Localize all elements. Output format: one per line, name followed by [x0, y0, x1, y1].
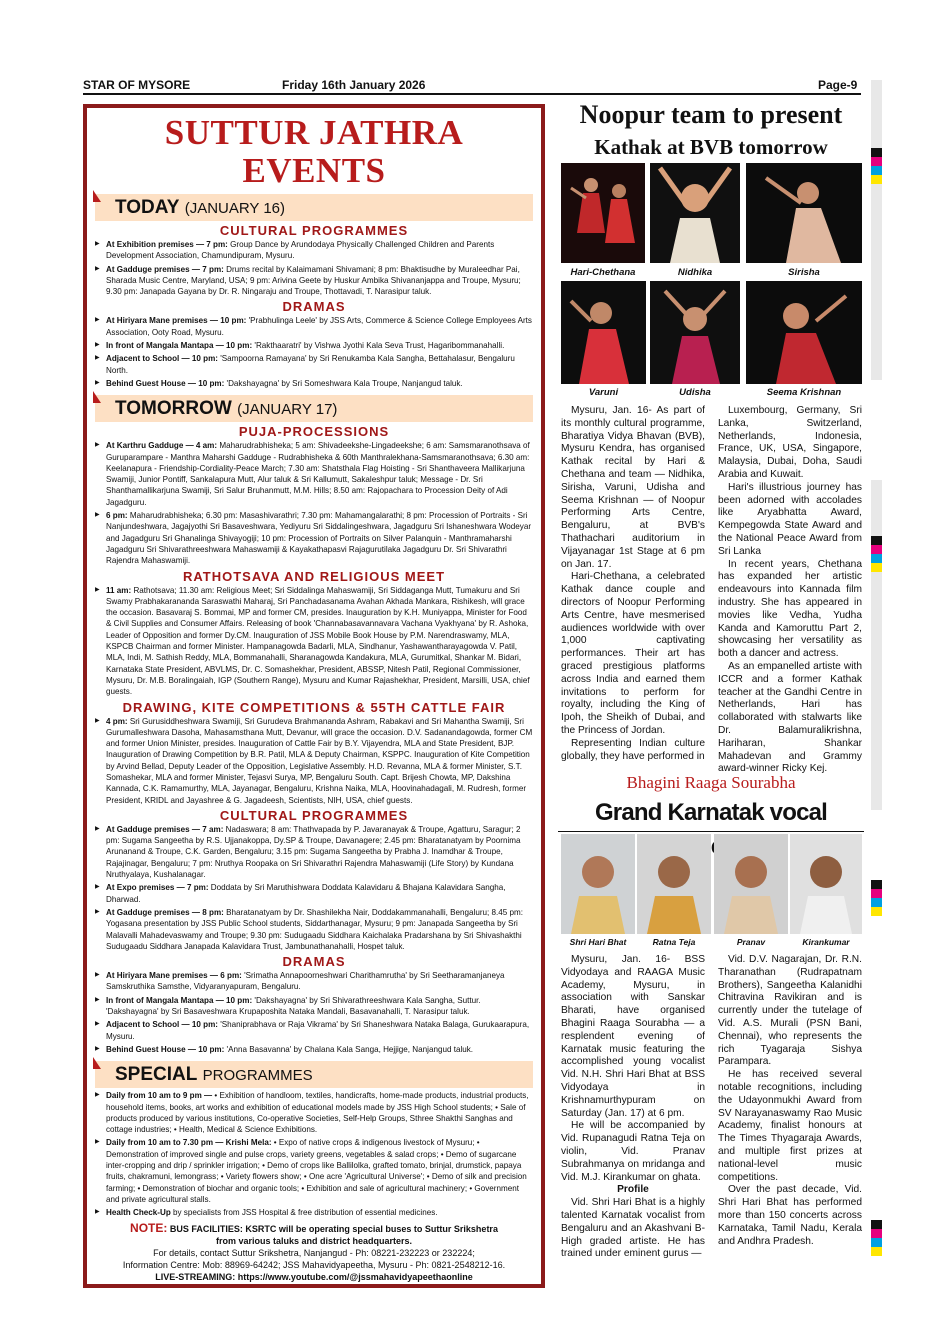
event-time: 6 pm:: [106, 511, 128, 521]
photo-shri-hari-bhat: [561, 834, 635, 934]
section-heading: DRAMAS: [282, 299, 346, 315]
tomorrow-label: TOMORROW: [115, 398, 232, 420]
today-label: TODAY: [115, 197, 180, 218]
caption: Varuni: [588, 387, 619, 398]
section-heading: CULTURAL PROGRAMMES: [219, 807, 409, 823]
livestream-link[interactable]: LIVE-STREAMING: https://www.youtube.com/@jssmahavidyapeethaonline: [155, 1272, 473, 1283]
event-item: [95, 239, 533, 262]
event-time: In front of Mangala Mantapa — 10 pm:: [106, 995, 253, 1005]
event-time: Daily from 10 am to 7.30 pm — Krishi Mela:: [106, 1138, 272, 1148]
event-item: [95, 353, 533, 376]
event-time: Adjacent to School — 10 pm:: [106, 1020, 218, 1030]
section-heading: DRAMAS: [282, 954, 346, 970]
issue-date: Friday 16th January 2026: [282, 78, 426, 92]
event-desc: 'Rakthaaratri' by Vishwa Jyothi Kala Seva Trust, Hagaribommanahalli.: [252, 341, 505, 351]
event-desc: Maharudrabhisheka; 5 am: Shivadeekshe-Lingadeekshe; 6 am: Samsmaranothsava of Guruparampare - Manthra Maharshi Gadduge - Rudrabhisheka & 60th Manthralekhana-Samsmaranothsava; 6.30 am: Keelanapura - Friendship-Cordiality-Peace March; 7.30 am: Shatsthala Flag Hoisting - Sri Shanthaveera Mallikarjuna Swamiji, Junior Pontiff, Sankalapura Mutt, Alur taluk & Sri Kallumutt, Sakaleshpur taluk; Message - Dr. Sri Shanthamallikarjuna Swamiji, Sri Salur Bruhanmutt, M.M. Hills; 8.50 am: Rajopachara to Procession Deity of Adi Jagadguru.: [106, 441, 530, 507]
event-time: Health Check-Up: [106, 1208, 171, 1218]
photo-varuni: [561, 281, 646, 384]
today-dramas-list: [95, 315, 533, 389]
special-band: [95, 1061, 533, 1088]
profile-text: Vid. Shri Hari Bhat is a highly talented Karnatak vocalist from Bengaluru and an Akashvani B-High graded artiste. He has trained under eminent gurus —: [561, 1197, 705, 1260]
event-time: At Expo premises — 7 pm:: [106, 883, 209, 893]
event-item: [95, 1137, 533, 1205]
event-item: [95, 1207, 533, 1218]
article-paragraph: Vid. D.V. Nagarajan, Dr. R.N. Tharanathan (Rudrapatnam Brothers), Sangeetha Kalanidhi Chitravina Ravikiran and is currently under the tutelage of Vid. A.S. Murali (PSN Bani, Chennai), who represents the rich Tyagaraja Sishya Parampara.: [718, 954, 862, 1068]
photo-kirankumar: [790, 834, 862, 934]
event-desc: Group Dance by Arundodaya Physically Challenged Children and Parents Development Association, Chamundipuram, Mysuru.: [106, 240, 495, 261]
profile-heading: Profile: [617, 1184, 649, 1196]
event-desc: Nadaswara; 8 am: Thathvapada by P. Javaranayak & Troupe, Agatturu, Saragur; 2 pm: Sugama Sangeetha by R.S. Ujjanakoppa, Dy.SP & Troupe, Davanagere; 2.45 pm: Bharatanatyam by Poornima Arunanand & Troupe, C.K. Garden, Bengaluru; 3.15 pm: Sugama Sangeetha by Prabha J. Inamdhar & Troupe, Rajajinagar, Bengaluru; 7 pm: Nruthya Roopaka on Sri Shivarathri Rajendra Mahaswamiji (Life Story) by Kundana Nruthyalaya, Kushalanagar.: [106, 824, 521, 880]
caption: Hari-Chethana: [570, 267, 636, 278]
event-desc: 'Srimatha Annapoorneshwari Charithamrutha' by Sri Seetharamanjaneya Samskruthika Samsthe, Vidyaranyapuram, Bengaluru.: [106, 971, 505, 992]
color-bar: [871, 880, 882, 916]
event-desc: 'Prabhulinga Leele' by JSS Arts, Commerce & Science College Employees Arts Association, Ooty Road, Mysuru.: [106, 316, 532, 337]
article-paragraph: He will be accompanied by Vid. Rupanagudi Ratna Teja on violin, Vid. Pranav Subrahmanya on mridanga and Vid. M.J. Kirankumar on ghata.: [561, 1120, 705, 1183]
section-heading: PUJA-PROCESSIONS: [238, 424, 390, 440]
event-desc: Rathotsava; 11.30 am: Religious Meet; Sri Siddalinga Mahaswamiji, Sri Siddaganga Mutt, Tumakuru and Sri Swamy Prabhakarananda Saraswathi Maharaj, Sri Panchadasanama Avahan Akhada Mankara, Rishikesh, will grace the occasion. Basavaraj S. Bommai, MP and former CM, presides. Inauguration by K.H. Muniyappa, Minister for Food & Civil Supplies and Consumer Affairs. Releasing of book 'Channabasavannavara Vachana Vyakhyana' by R. Ashoka, Leader of Opposition and former Dy.CM. Inauguration of JSS Mobile Book House by P.M. Narendraswamy, MLA, KSPCB Chairman and former Minister. Hampanagowda Badarli, MLA, Sindhanur, Yashawantharayagowda V. Patil, MLA, Indi, M. Sathish Reddy, MLA, Bommanahalli, Sharanagowda Kandakura, MLA, Gurumitkal, Shankar M. Bidari, Karnataka State President, ABVLMS, Dr. C. Somashekhar, President, ABSSP, Nitesh Patil, Regional Commissioner, Mysuru, Dr. M.B. Boralingaiah, IGP (Southern Range), Mysuru and Kumar Rajashekhar, President, Marsilli, USA, chief guests.: [106, 585, 530, 697]
note-line4: Information Centre: Mob: 88969-64242; JSS Mahavidyapeetha, Mysuru - Ph: 0821-2548212-16.: [122, 1260, 506, 1271]
event-item: [95, 824, 533, 880]
event-desc: Sri Gurusiddheshwara Swamiji, Sri Gurudeva Brahmananda Ashram, Rabakavi and Sri Mahantha Swamiji, Sri Gurumalleshwara Dasoha, Mahasamsthana Mutt, Devanur, will grace the occasion. D.V. Sadanandagowda, former CM and former Union Minister, presides. Inauguration of Cattle Fair by B.Y. Vijayendra, MLA and State President, BJP. Inauguration of Drawing Competition by B.R. Patil, MLA & Deputy Chairman, KSPPC. Inauguration of Kite Competition by Arvind Bellad, Deputy Leader of the Opposition, Legislative Assembly. H.D. Revanna, MLA & former Minister, S.T. Somashekar, MLA and former Minister, Tejasvi Surya, MP, Bengaluru South. Capt. Brijesh Chowta, MP, Dakshina Kannada, C.K. Ramamurthy, MLA, Jayanagar, Bengaluru, Krishna Naika, MLA, Hoovinahadagali, M. Rudresh, former President, KRIDL and Jayashree & G. Jagadeesh, Scientists, NIH, USA, chief guests.: [106, 716, 533, 805]
article-paragraph: Mysuru, Jan. 16- BSS Vidyodaya and RAAGA Music Academy, Mysuru, in association with Sanskar Bharati, have organised Bhagini Raaga Sourabha — a resplendent evening of Karnatak music featuring the accomplished young vocalist Vid. N.H. Shri Hari Bhat at BSS Vidyodaya in Krishnamurthypuram on Saturday (Jan. 17) at 6 pm.: [561, 954, 705, 1119]
photo-ratna-teja: [637, 834, 711, 934]
article-paragraph: Representing Indian culture globally, they have performed in: [561, 737, 705, 762]
event-item: [95, 585, 533, 698]
concert-col-1: [561, 954, 705, 1261]
tom-cultural-list: [95, 824, 533, 952]
event-item: [95, 340, 533, 351]
special-label: SPECIAL: [115, 1064, 198, 1086]
concert-col1-paras: [561, 954, 705, 1184]
event-time: At Hiriyara Mane premises — 10 pm:: [106, 316, 247, 326]
event-time: Daily from 10 am to 9 pm —: [106, 1091, 213, 1101]
event-item: [95, 264, 533, 298]
suttur-events-box: [83, 104, 545, 1288]
caption: Shri Hari Bhat: [569, 937, 627, 947]
caption: Seema Krishnan: [766, 387, 842, 398]
concert-kicker: Bhagini Raaga Sourabha: [626, 773, 796, 792]
puja-list: [95, 440, 533, 566]
event-desc: 'Anna Basavanna' by Chalana Kala Sanga, Hejjige, Nanjangud taluk.: [224, 1044, 474, 1054]
photo-udisha: [650, 281, 740, 384]
today-date: (JANUARY 16): [184, 200, 286, 217]
event-time: At Gadduge premises — 7 pm:: [106, 264, 224, 274]
special-list: [95, 1090, 533, 1218]
event-item: [95, 1090, 533, 1135]
paper-name: STAR OF MYSORE: [83, 78, 191, 92]
page-number: Page-9: [818, 78, 858, 92]
kathak-col-1: [561, 405, 705, 763]
event-desc: by specialists from JSS Hospital & free distribution of essential medicines.: [170, 1208, 438, 1218]
event-time: At Gadduge premises — 7 am:: [106, 824, 224, 834]
event-desc: Bharatanatyam by Dr. Shashilekha Nair, Doddakammanahalli, Bengaluru; 8.45 pm: Yogasana presentation by JSS Public School students, Siddarthanagar, Mysuru; 9 pm: Janapada Sangeetha by Sri Malavalli Mahadevaswamy and Troupe; 9.30 pm: Sudugaadu Siddhara Kaichalaka Pradarshana by Sri Shivashakthi Sudugaadu Siddhara Janapada Kalavidara Trust, Jambunathanahalli, Hospet taluk.: [106, 907, 524, 951]
event-item: [95, 510, 533, 566]
event-item: [95, 882, 533, 905]
event-time: Adjacent to School — 10 pm:: [106, 354, 218, 364]
header-rule: [83, 93, 861, 95]
color-bar: [871, 148, 882, 184]
event-item: [95, 716, 533, 806]
event-desc: 'Dakshayagna' by Sri Someshwara Kala Troupe, Nanjangud taluk.: [224, 378, 463, 388]
headline-rule: [558, 831, 864, 832]
event-item: [95, 315, 533, 338]
article-paragraph: In recent years, Chethana has expanded her artistic endeavours into Kannada film industry. She has appeared in movies like Vedha, Yudha Kanda and Kamoruttu Part 2, showcasing her versatility as both a dancer and actress.: [718, 558, 862, 660]
article-paragraph: Hari-Chethana, a celebrated Kathak dance couple and directors of Noopur Performing Arts Centre, have mesmerised audiences worldwide with over 1,000 captivating performances. Their art has graced prestigious platforms across India and earned them invitations to perform for royalty, including the King of Ipoh, the Sheikh of Dubai, and the Princess of Jordan.: [561, 571, 705, 736]
margin-strip: [871, 480, 882, 810]
article-paragraph: As an empanelled artiste with ICCR and a former Kathak teacher at the Gandhi Centre in Netherlands, Hari has collaborated with stalwarts like Dr. Balamuralikrishna, Hariharan, Shankar Mahadevan and Grammy award-winner Ricky Kej.: [718, 660, 862, 775]
article-paragraph: Mysuru, Jan. 16- As part of its monthly cultural programme, Bharatiya Vidya Bhavan (BVB), Mysuru Kendra, has organised Kathak recital by Hari & Chethana and team — Nidhika, Sirisha, Varuni, Udisha and Seema Krishnan — of Noopur Performing Arts Centre, Bengaluru, at BVB's Thathachari auditorium in Vijayanagar 1st Stage at 6 pm on Jan. 17.: [561, 405, 705, 570]
section-heading: CULTURAL PROGRAMMES: [219, 223, 409, 238]
caption: Pranav: [736, 937, 766, 947]
special-sub: PROGRAMMES: [202, 1067, 313, 1085]
concert-col-2: [718, 954, 862, 1248]
event-time: 4 pm:: [106, 716, 128, 726]
event-desc: Maharudrabhisheka; 6.30 pm: Masashivarathri; 7.30 pm: Mahamangalarathi; 8 pm: Procession of Portraits - Sri Nanjundeshwara, Jagajyothi Sri Basaveshwara, Yediyuru Sri Siddalingeshwara, Jagadguru Sri Ishaneshwara Wodeyar and Jagadguru Sri Ghanalinga Shivayogiji; 10 pm: Procession of Portraits on Silver Palanquin - Manthramaharshi Jagadguru Sri Shivarathreeshwara Mahaswamiji & Kayakathapasvi Rajagurutilaka Jagadguru Dr. Sri Shivarathri Rajendra Mahaswamiji.: [106, 511, 532, 566]
event-desc: 'Dakshayagna' by Sri Shivarathreeshwara Kala Sangha, Suttur. 'Dakshayagna' by Sri Basaveshwara Krupaposhita Nataka Mandali, Basavanahalli, T. Narasipur taluk.: [106, 995, 481, 1017]
event-desc: • Exhibition of handloom, textiles, handicrafts, home-made products, industrial products, household items, books, art works and exhibition of educational models made by JSS High School students; • Sale of products produced by various institutions, Co-operative Societies, Self-Help Groups, Sthree Shakthi Sanghas and cottage industries; • Health, Medical & Science Exhibitions.: [106, 1091, 529, 1135]
caption: Sirisha: [788, 267, 820, 278]
photo-nidhika: [650, 163, 740, 263]
note-line3: For details, contact Suttur Srikshetra, Nanjangud - Ph: 08221-232223 or 232224;: [153, 1248, 475, 1259]
event-item: [95, 378, 533, 389]
caption: Nidhika: [677, 267, 713, 278]
draw-list: [95, 716, 533, 806]
event-desc: Drums recital by Kalaimamani Shivamani; 8 pm: Bhaktisudhe by Muraleedhar Pai, Sharada Music Centre, Maryland, USA; 9 pm: Arivina Geete by Huskur Ambika Shivananjappa and Troupe, Mysuru; 9.30 pm: Janapada Gayana by Dr. R. Ningaraju and Troupe, Thottavadi, T. Narasipur taluk.: [106, 264, 521, 297]
kathak-headline-1: Noopur team to present: [579, 100, 843, 129]
photo-hari-chethana: [561, 163, 645, 263]
note-bus: BUS FACILITIES:: [167, 1224, 243, 1235]
event-time: Behind Guest House — 10 pm:: [106, 1044, 225, 1054]
event-time: At Karthru Gadduge — 4 am:: [106, 441, 218, 451]
kathak-col-2: [718, 405, 862, 776]
today-cultural-list: [95, 239, 533, 297]
event-item: [95, 1044, 533, 1055]
section-heading: DRAWING, KITE COMPETITIONS & 55TH CATTLE FAIR: [122, 699, 506, 715]
color-bar: [871, 536, 882, 572]
event-item: [95, 1019, 533, 1042]
tomorrow-date: (JANUARY 17): [237, 401, 338, 419]
event-desc: Doddata by Sri Maruthishwara Doddata Kalavidaru & Bhajana Kalavidara Sangha, Dharwad.: [106, 883, 506, 904]
event-desc: • Expo of native crops & indigenous livestock of Mysuru; • Demonstration of improved single and pulse crops, variety greens, vegetables & salad crops; • Demo of sugarcane inter-cropping and drip / sprinkler irrigation; • Demo of crops like Ballilolka, grafted tomato, brinjal, drumstick, papaya fruits, chakramuni, lemongrass; • Variety flowers show; • One acre 'Agricultural Universe'; • Demo of silk and precision farming; • Demonstration of biochar and organic tools; • Exhibition and sale of agricultural machinery; • Government and private agricultural stalls.: [106, 1138, 527, 1204]
article-paragraph: Over the past decade, Vid. Shri Hari Bhat has performed more than 150 concerts across Karnataka, Tamil Nadu, Kerala and Andhra Pradesh.: [718, 1184, 862, 1247]
event-time: At Exhibition premises — 7 pm:: [106, 240, 228, 249]
margin-strip: [871, 80, 882, 380]
event-desc: 'Sampoorna Ramayana' by Sri Renukamba Kala Sangha, Bettahalasur, Bengaluru North.: [106, 354, 515, 375]
concert-headline: Grand Karnatak vocal: [558, 796, 864, 864]
note-block: [95, 1222, 533, 1283]
event-item: [95, 907, 533, 952]
today-band: [95, 194, 533, 221]
event-time: Behind Guest House — 10 pm:: [106, 378, 225, 388]
article-paragraph: Luxembourg, Germany, Sri Lanka, Switzerland, Netherlands, Indonesia, France, UK, USA, Singapore, Malaysia, Dubai, Doha, Saudi Arabia and Kuwait.: [718, 405, 862, 480]
section-heading: RATHOTSAVA AND RELIGIOUS MEET: [182, 568, 446, 584]
kathak-headline-2: Kathak at BVB tomorrow: [594, 135, 828, 159]
article-paragraph: Hari's illustrious journey has been adorned with accolades like Aryabhatta Award, Kempegowda State Award and the National Peace Award from Sri Lanka: [718, 481, 862, 557]
events-title: SUTTUR JATHRA EVENTS: [164, 113, 464, 190]
event-time: At Hiriyara Mane premises — 6 pm:: [106, 971, 242, 981]
caption: Kirankumar: [802, 937, 850, 947]
event-item: [95, 970, 533, 993]
tomorrow-band: [95, 395, 533, 422]
event-desc: 'Shaniprabhava or Raja Vikrama' by Sri Shaneshwara Nataka Balaga, Gurukaarapura, Mysuru.: [106, 1020, 530, 1041]
note-line1: KSRTC will be operating special buses to Suttur Srikshetra: [242, 1224, 498, 1235]
event-time: At Gadduge premises — 8 pm:: [106, 907, 224, 917]
caption: Udisha: [679, 387, 711, 398]
tom-dramas-list: [95, 970, 533, 1055]
article-paragraph: He has received several notable recognitions, including the Udayonmukhi Award from SV Narayanaswamy Rao Music Academy, finalist honours at The Times Thyagaraja Awards, and multiple first prizes at national-level music competitions.: [718, 1069, 862, 1183]
event-item: [95, 440, 533, 508]
event-item: [95, 995, 533, 1018]
event-time: In front of Mangala Mantapa — 10 pm:: [106, 341, 253, 351]
photo-seema-krishnan: [746, 281, 862, 384]
note-label: NOTE:: [130, 1221, 168, 1236]
event-time: 11 am:: [106, 585, 132, 595]
photo-pranav: [714, 834, 788, 934]
ratho-list: [95, 585, 533, 698]
photo-sirisha: [746, 163, 862, 263]
color-bar: [871, 1220, 882, 1256]
note-line2: from various taluks and district headquarters.: [215, 1236, 413, 1247]
caption: Ratna Teja: [652, 937, 696, 947]
